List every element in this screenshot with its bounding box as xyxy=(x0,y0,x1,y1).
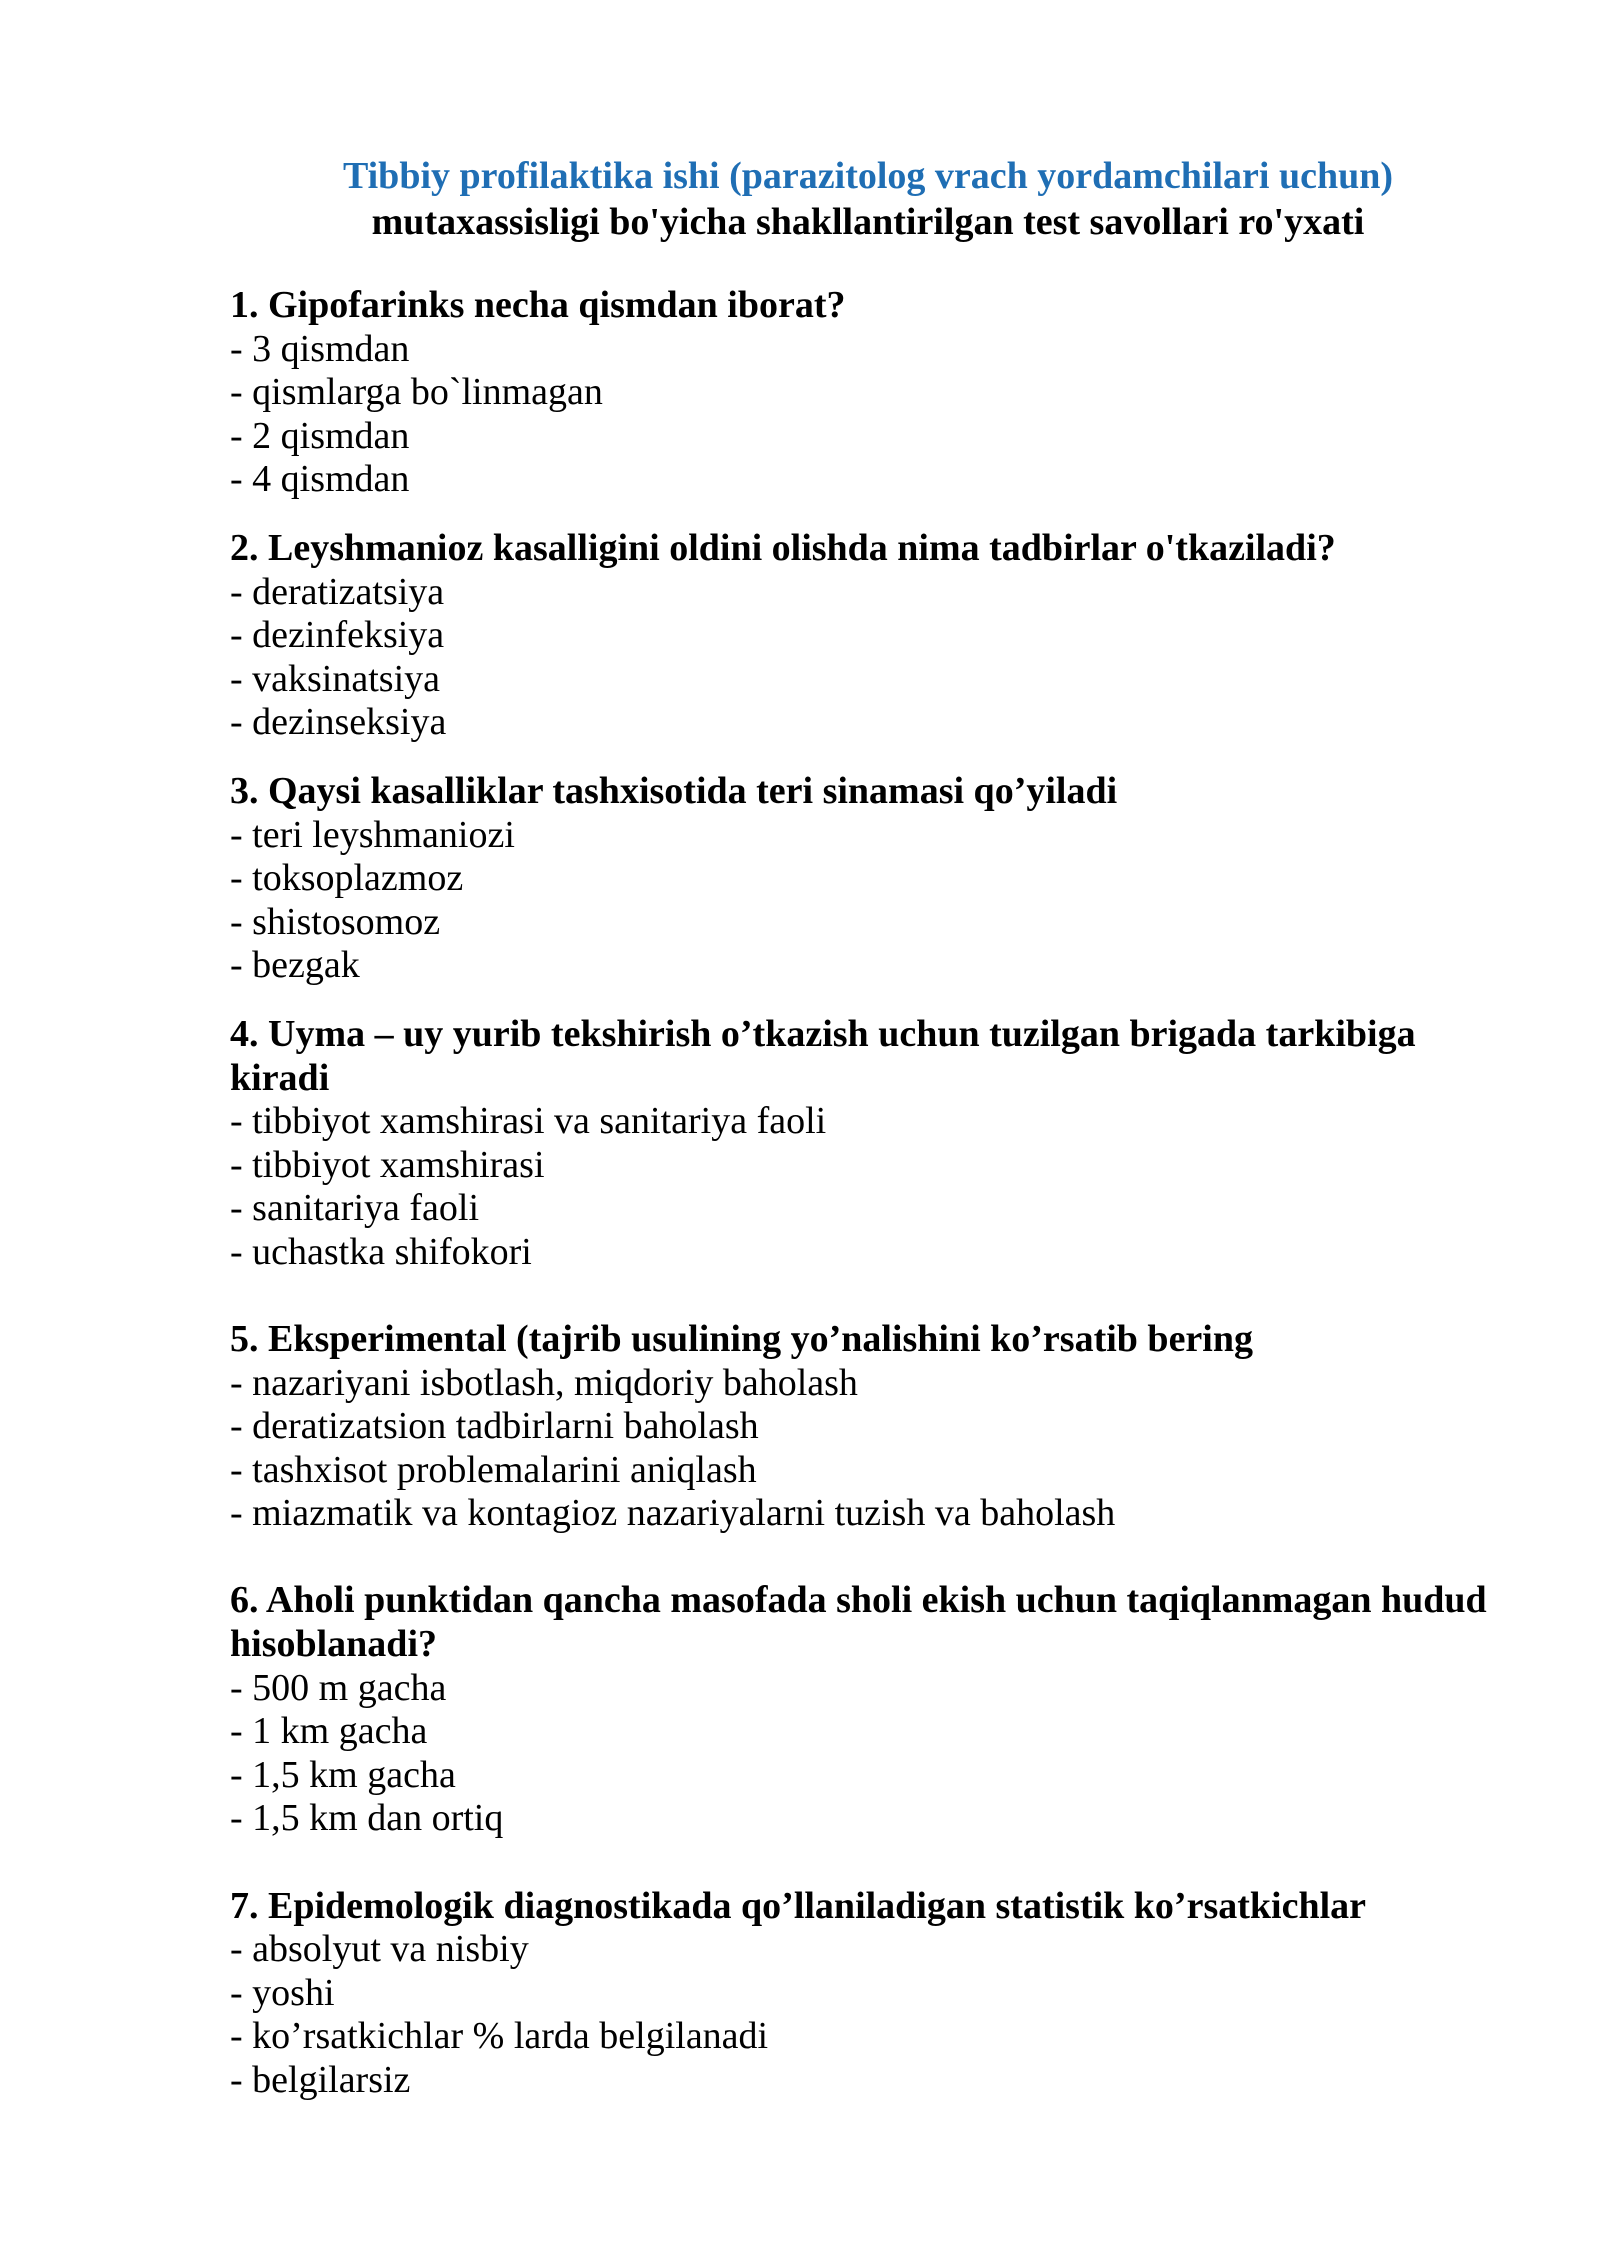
answer-option: - 500 m gacha xyxy=(230,1666,447,1709)
question-block-6 xyxy=(230,1579,1506,1841)
answer-option: - dezinseksiya xyxy=(230,701,447,744)
answer-option: - vaksinatsiya xyxy=(230,657,441,700)
question-text: 4. Uyma – uy yurib tekshirish o’tkazish uchun tuzilgan brigada tarkibiga kiradi xyxy=(230,1012,1416,1099)
answer-option: - sanitariya faoli xyxy=(230,1187,480,1230)
answer-option: - yoshi xyxy=(230,1971,335,2014)
document-title: Tibbiy profilaktika ishi (parazitolog vrach yordamchilari uchun) xyxy=(342,155,1394,197)
answer-option: - teri leyshmaniozi xyxy=(230,813,515,856)
answer-option: - tibbiyot xamshirasi va sanitariya faoli xyxy=(230,1100,827,1143)
document-content xyxy=(230,153,1506,2102)
answer-option: - shistosomoz xyxy=(230,900,441,943)
answer-option: - deratizatsion tadbirlarni baholash xyxy=(230,1405,759,1448)
question-block-5 xyxy=(230,1318,1506,1536)
document-subtitle: mutaxassisligi bo'yicha shakllantirilgan test savollari ro'yxati xyxy=(371,201,1365,243)
question-block-2 xyxy=(230,527,1506,745)
answer-option: - miazmatik va kontagioz nazariyalarni tuzish va baholash xyxy=(230,1492,1116,1535)
question-text: 3. Qaysi kasalliklar tashxisotida teri sinamasi qo’yiladi xyxy=(230,769,1118,812)
answer-option: - tibbiyot xamshirasi xyxy=(230,1143,545,1186)
question-text: 1. Gipofarinks necha qismdan iborat? xyxy=(230,284,846,326)
question-text: 7. Epidemologik diagnostikada qo’llaniladigan statistik ko’rsatkichlar xyxy=(230,1884,1367,1927)
answer-option: - 1 km gacha xyxy=(230,1710,428,1753)
answer-option: - ko’rsatkichlar % larda belgilanadi xyxy=(230,2015,769,2058)
answer-option: - 1,5 km dan ortiq xyxy=(230,1797,504,1840)
answer-option: - nazariyani isbotlash, miqdoriy baholash xyxy=(230,1361,858,1404)
question-list xyxy=(230,284,1506,2102)
answer-option: - 2 qismdan xyxy=(230,414,410,457)
question-block-1 xyxy=(230,284,1506,502)
answer-option: - qismlarga bo`linmagan xyxy=(230,371,603,414)
answer-option: - absolyut va nisbiy xyxy=(230,1928,529,1971)
question-block-7 xyxy=(230,1885,1506,2103)
answer-option: - 3 qismdan xyxy=(230,327,410,370)
answer-option: - uchastka shifokori xyxy=(230,1230,532,1273)
answer-option: - toksoplazmoz xyxy=(230,857,464,900)
answer-option: - 1,5 km gacha xyxy=(230,1753,456,1796)
answer-option: - bezgak xyxy=(230,944,360,987)
answer-option: - dezinfeksiya xyxy=(230,614,445,657)
question-text: 2. Leyshmanioz kasalligini oldini olishda nima tadbirlar o'tkaziladi? xyxy=(230,526,1336,569)
question-text: 5. Eksperimental (tajrib usulining yo’nalishini ko’rsatib bering xyxy=(230,1317,1253,1360)
question-block-3 xyxy=(230,770,1506,988)
question-text: 6. Aholi punktidan qancha masofada sholi ekish uchun taqiqlanmagan hudud hisoblanadi? xyxy=(230,1579,1487,1666)
answer-option: - tashxisot problemalarini aniqlash xyxy=(230,1448,757,1491)
answer-option: - deratizatsiya xyxy=(230,570,445,613)
answer-option: - 4 qismdan xyxy=(230,458,410,501)
question-block-4 xyxy=(230,1013,1506,1275)
answer-option: - belgilarsiz xyxy=(230,2058,411,2101)
